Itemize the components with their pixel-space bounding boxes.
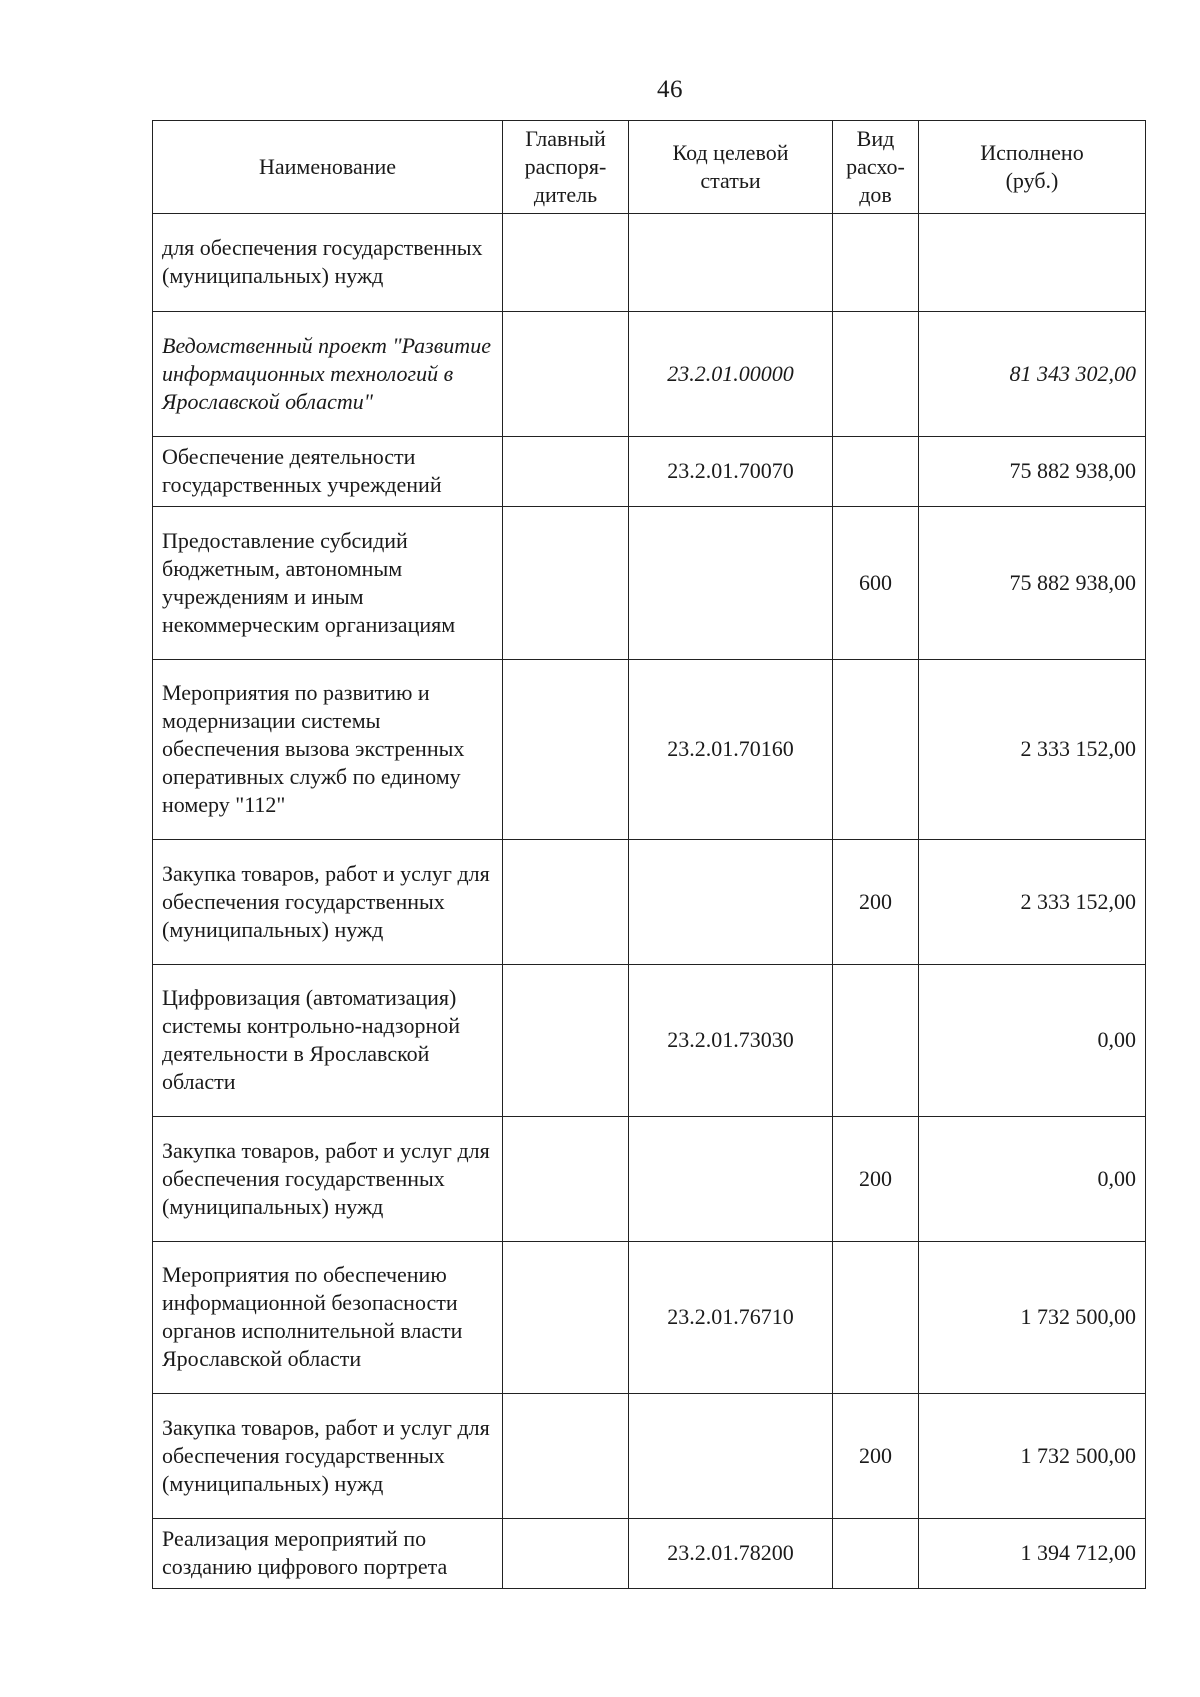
cell-expense-type: 200 — [833, 1117, 919, 1242]
cell-expense-type — [833, 1519, 919, 1589]
cell-target-code — [629, 507, 833, 660]
cell-name: Ведомственный проект "Развитие информационных технологий в Ярославской области" — [153, 312, 503, 437]
cell-expense-type — [833, 1242, 919, 1394]
table-row — [153, 1242, 1146, 1394]
cell-expense-type — [833, 312, 919, 437]
table-header-row — [153, 121, 1146, 214]
cell-target-code: 23.2.01.70160 — [629, 660, 833, 840]
cell-expense-type: 600 — [833, 507, 919, 660]
cell-executed: 75 882 938,00 — [919, 507, 1146, 660]
table-row — [153, 660, 1146, 840]
cell-main-manager — [503, 1519, 629, 1589]
table-row — [153, 1394, 1146, 1519]
cell-executed: 0,00 — [919, 1117, 1146, 1242]
cell-name: для обеспечения государственных (муниципальных) нужд — [153, 214, 503, 312]
header-main-manager: Главный распоря- дитель — [503, 121, 629, 214]
cell-name: Предоставление субсидий бюджетным, автономным учреждениям и иным некоммерческим организациям — [153, 507, 503, 660]
cell-main-manager — [503, 507, 629, 660]
cell-name: Цифровизация (автоматизация) системы контрольно-надзорной деятельности в Ярославской области — [153, 965, 503, 1117]
cell-main-manager — [503, 1242, 629, 1394]
cell-target-code: 23.2.01.70070 — [629, 437, 833, 507]
cell-name: Обеспечение деятельности государственных учреждений — [153, 437, 503, 507]
cell-name: Закупка товаров, работ и услуг для обеспечения государственных (муниципальных) нужд — [153, 1394, 503, 1519]
table-row — [153, 214, 1146, 312]
cell-target-code — [629, 1117, 833, 1242]
table-row — [153, 1117, 1146, 1242]
table-row — [153, 965, 1146, 1117]
cell-name: Мероприятия по обеспечению информационной безопасности органов исполнительной власти Ярославской области — [153, 1242, 503, 1394]
cell-name: Закупка товаров, работ и услуг для обеспечения государственных (муниципальных) нужд — [153, 840, 503, 965]
cell-name: Мероприятия по развитию и модернизации системы обеспечения вызова экстренных оперативных служб по единому номеру "112" — [153, 660, 503, 840]
cell-executed: 2 333 152,00 — [919, 660, 1146, 840]
cell-target-code — [629, 1394, 833, 1519]
cell-expense-type: 200 — [833, 840, 919, 965]
budget-execution-table — [152, 120, 1146, 1589]
cell-main-manager — [503, 660, 629, 840]
cell-expense-type — [833, 214, 919, 312]
cell-main-manager — [503, 965, 629, 1117]
cell-expense-type — [833, 965, 919, 1117]
cell-expense-type — [833, 660, 919, 840]
cell-target-code — [629, 840, 833, 965]
table-row — [153, 1519, 1146, 1589]
cell-executed: 0,00 — [919, 965, 1146, 1117]
cell-name: Реализация мероприятий по созданию цифрового портрета — [153, 1519, 503, 1589]
cell-executed: 1 732 500,00 — [919, 1242, 1146, 1394]
cell-target-code: 23.2.01.00000 — [629, 312, 833, 437]
table-row — [153, 840, 1146, 965]
cell-main-manager — [503, 437, 629, 507]
page-number: 46 — [657, 76, 683, 103]
cell-main-manager — [503, 1117, 629, 1242]
cell-expense-type — [833, 437, 919, 507]
cell-executed: 1 732 500,00 — [919, 1394, 1146, 1519]
header-target-code: Код целевой статьи — [629, 121, 833, 214]
cell-main-manager — [503, 312, 629, 437]
cell-executed — [919, 214, 1146, 312]
cell-main-manager — [503, 214, 629, 312]
cell-target-code: 23.2.01.78200 — [629, 1519, 833, 1589]
cell-expense-type: 200 — [833, 1394, 919, 1519]
cell-target-code: 23.2.01.76710 — [629, 1242, 833, 1394]
cell-executed: 75 882 938,00 — [919, 437, 1146, 507]
cell-main-manager — [503, 840, 629, 965]
cell-main-manager — [503, 1394, 629, 1519]
table-row — [153, 312, 1146, 437]
cell-target-code: 23.2.01.73030 — [629, 965, 833, 1117]
cell-target-code — [629, 214, 833, 312]
cell-executed: 1 394 712,00 — [919, 1519, 1146, 1589]
header-executed: Исполнено (руб.) — [919, 121, 1146, 214]
cell-executed: 81 343 302,00 — [919, 312, 1146, 437]
table-row — [153, 437, 1146, 507]
cell-name: Закупка товаров, работ и услуг для обеспечения государственных (муниципальных) нужд — [153, 1117, 503, 1242]
table-row — [153, 507, 1146, 660]
cell-executed: 2 333 152,00 — [919, 840, 1146, 965]
header-name: Наименование — [153, 121, 503, 214]
header-expense-type: Вид расхо- дов — [833, 121, 919, 214]
